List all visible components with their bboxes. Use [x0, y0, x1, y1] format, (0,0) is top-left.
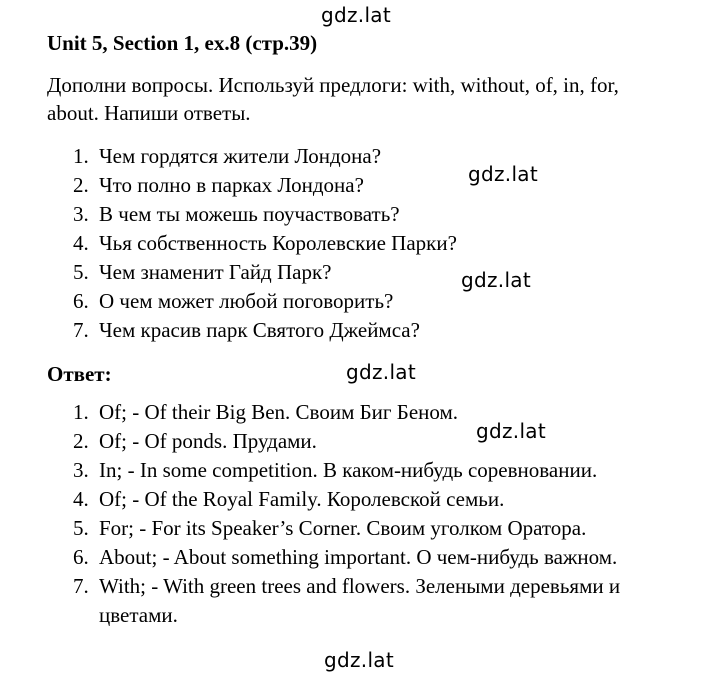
item-number: 4. — [73, 487, 89, 511]
item-number: 2. — [73, 429, 89, 453]
answer-text: Of; - Of the Royal Family. Королевской семьи. — [99, 487, 505, 511]
answer-text: For; - For its Speaker’s Corner. Своим уголком Оратора. — [99, 516, 587, 540]
instruction-text: Дополни вопросы. Используй предлоги: with, without, of, in, for, about. Напиши ответы. — [47, 73, 619, 125]
answer-text: In; - In some competition. В каком-нибудь соревновании. — [99, 458, 598, 482]
item-number: 4. — [73, 231, 89, 255]
item-number: 3. — [73, 202, 89, 226]
answer-text: Of; - Of their Big Ben. Своим Биг Беном. — [99, 400, 459, 424]
list-item — [73, 456, 620, 485]
item-number: 1. — [73, 144, 89, 168]
item-number: 5. — [73, 516, 89, 540]
item-number: 3. — [73, 458, 89, 482]
watermark: gdz.lat — [476, 419, 547, 443]
answer-text-continuation: цветами. — [99, 603, 178, 627]
list-item — [73, 572, 620, 601]
question-text: Что полно в парках Лондона? — [99, 173, 364, 197]
answer-text: Of; - Of ponds. Прудами. — [99, 429, 317, 453]
item-number: 1. — [73, 400, 89, 424]
questions-list — [73, 142, 457, 345]
watermark: gdz.lat — [321, 3, 392, 27]
list-item — [73, 200, 457, 229]
watermark: gdz.lat — [461, 268, 532, 292]
item-number: 5. — [73, 260, 89, 284]
item-number: 6. — [73, 545, 89, 569]
list-item — [73, 258, 457, 287]
list-item — [73, 229, 457, 258]
watermark: gdz.lat — [468, 162, 539, 186]
watermark: gdz.lat — [346, 360, 417, 384]
list-item — [73, 287, 457, 316]
question-text: Чем знаменит Гайд Парк? — [99, 260, 332, 284]
list-item — [73, 543, 620, 572]
item-number: 2. — [73, 173, 89, 197]
question-text: Чем красив парк Святого Джеймса? — [99, 318, 420, 342]
list-item-continuation — [73, 601, 620, 630]
item-number: 7. — [73, 318, 89, 342]
exercise-heading: Unit 5, Section 1, ex.8 (стр.39) — [47, 31, 318, 55]
answer-text: About; - About something important. О чем-нибудь важном. — [99, 545, 618, 569]
question-text: О чем может любой поговорить? — [99, 289, 394, 313]
list-item — [73, 514, 620, 543]
watermark: gdz.lat — [324, 648, 395, 672]
answer-text: With; - With green trees and flowers. Зелеными деревьями и — [99, 574, 621, 598]
list-item — [73, 316, 457, 345]
list-item — [73, 485, 620, 514]
question-text: Чем гордятся жители Лондона? — [99, 144, 382, 168]
list-item — [73, 142, 457, 171]
item-number: 7. — [73, 574, 89, 598]
list-item — [73, 171, 457, 200]
item-number: 6. — [73, 289, 89, 313]
answer-heading: Ответ: — [47, 362, 112, 386]
question-text: Чья собственность Королевские Парки? — [99, 231, 457, 255]
question-text: В чем ты можешь поучаствовать? — [99, 202, 400, 226]
